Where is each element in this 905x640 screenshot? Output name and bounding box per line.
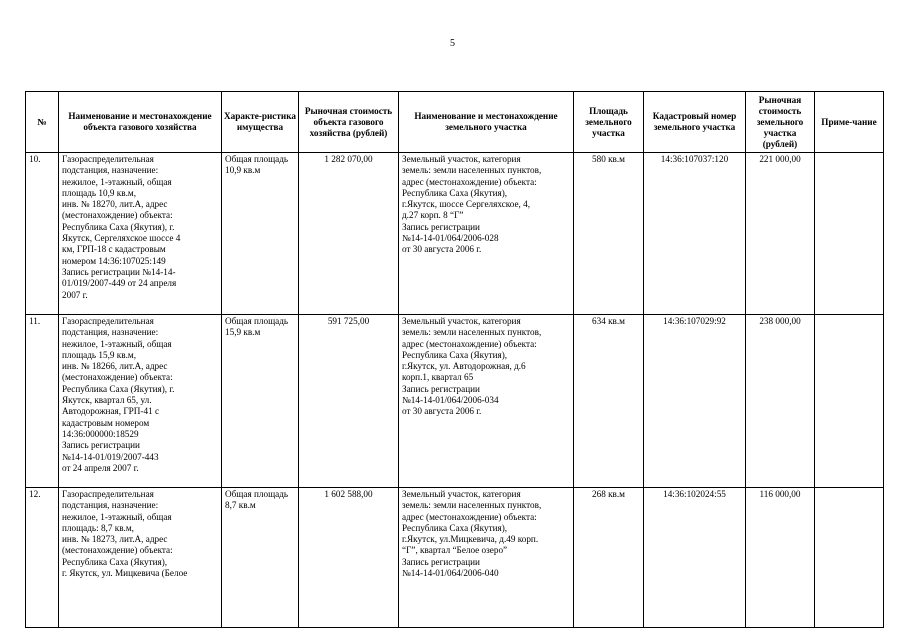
cadastral-number: 14:36:102024:55 (644, 488, 746, 628)
gas-object-price: 1 602 588,00 (299, 488, 399, 628)
note-cell (815, 153, 884, 315)
table-row (26, 488, 884, 628)
row-number: 12. (26, 488, 59, 628)
header-land-object: Наименование и местонахождение земельного участка (399, 92, 574, 153)
property-characteristic: Общая площадь 10,9 кв.м (222, 153, 299, 315)
cadastral-number: 14:36:107037:120 (644, 153, 746, 315)
land-price: 238 000,00 (746, 315, 815, 488)
header-characteristic: Характе-ристика имущества (222, 92, 299, 153)
property-characteristic: Общая площадь 8,7 кв.м (222, 488, 299, 628)
note-cell (815, 315, 884, 488)
header-gas-object: Наименование и местонахождение объекта газового хозяйства (59, 92, 222, 153)
header-land-price: Рыночная стоимость земельного участка (рублей) (746, 92, 815, 153)
header-note: Приме-чание (815, 92, 884, 153)
header-gas-price: Рыночная стоимость объекта газового хозяйства (рублей) (299, 92, 399, 153)
gas-object-description: Газораспределительная подстанция, назначение: нежилое, 1-этажный, общая площадь 15,9 кв.м, инв. № 18266, лит.А, адрес (местонахождение) объекта: Республика Саха (Якутия), г. Якутск, квартал 65, ул. Автодорожная, ГРП-41 с кадастровым номером 14:36:000000:18529 Запись регистрации №14-14-01/019/2007-443 от 24 апреля 2007 г. (59, 315, 222, 488)
header-cadastral: Кадастровый номер земельного участка (644, 92, 746, 153)
table-row (26, 153, 884, 315)
property-characteristic: Общая площадь 15,9 кв.м (222, 315, 299, 488)
land-price: 116 000,00 (746, 488, 815, 628)
gas-object-description: Газораспределительная подстанция, назначение: нежилое, 1-этажный, общая площадь: 8,7 кв.м, инв. № 18273, лит.А, адрес (местонахождение) объекта: Республика Саха (Якутия), г. Якутск, ул. Мицкевича (Белое (59, 488, 222, 628)
note-cell (815, 488, 884, 628)
header-land-area: Площадь земельного участка (574, 92, 644, 153)
header-num: № (26, 92, 59, 153)
land-object-description: Земельный участок, категория земель: земли населенных пунктов, адрес (местонахождение) объекта: Республика Саха (Якутия), г.Якутск, ул.Мицкевича, д.49 корп. “Г”, квартал “Белое озеро” Запись регистрации №14-14-01/064/2006-040 (399, 488, 574, 628)
row-number: 11. (26, 315, 59, 488)
property-table (25, 91, 884, 628)
land-object-description: Земельный участок, категория земель: земли населенных пунктов, адрес (местонахождение) объекта: Республика Саха (Якутия), г.Якутск, ул. Автодорожная, д.6 корп.1, квартал 65 Запись регистрации №14-14-01/064/2006-034 от 30 августа 2006 г. (399, 315, 574, 488)
land-area: 268 кв.м (574, 488, 644, 628)
table-row (26, 315, 884, 488)
land-object-description: Земельный участок, категория земель: земли населенных пунктов, адрес (местонахождение) объекта: Республика Саха (Якутия), г.Якутск, шоссе Сергеляхское, 4, д.27 корп. 8 “Г” Запись регистрации №14-14-01/064/2006-028 от 30 августа 2006 г. (399, 153, 574, 315)
land-area: 580 кв.м (574, 153, 644, 315)
table-header-row (26, 92, 884, 153)
gas-object-description: Газораспределительная подстанция, назначение: нежилое, 1-этажный, общая площадь 10,9 кв.м, инв. № 18270, лит.А, адрес (местонахождение) объекта: Республика Саха (Якутия), г. Якутск, Сергеляхское шоссе 4 км, ГРП-18 с кадастровым номером 14:36:107025:149 Запись регистрации №14-14- 01/019/2007-449 от 24 апреля 2007 г. (59, 153, 222, 315)
page-number: 5 (450, 38, 455, 49)
gas-object-price: 1 282 070,00 (299, 153, 399, 315)
gas-object-price: 591 725,00 (299, 315, 399, 488)
land-price: 221 000,00 (746, 153, 815, 315)
land-area: 634 кв.м (574, 315, 644, 488)
cadastral-number: 14:36:107029:92 (644, 315, 746, 488)
row-number: 10. (26, 153, 59, 315)
